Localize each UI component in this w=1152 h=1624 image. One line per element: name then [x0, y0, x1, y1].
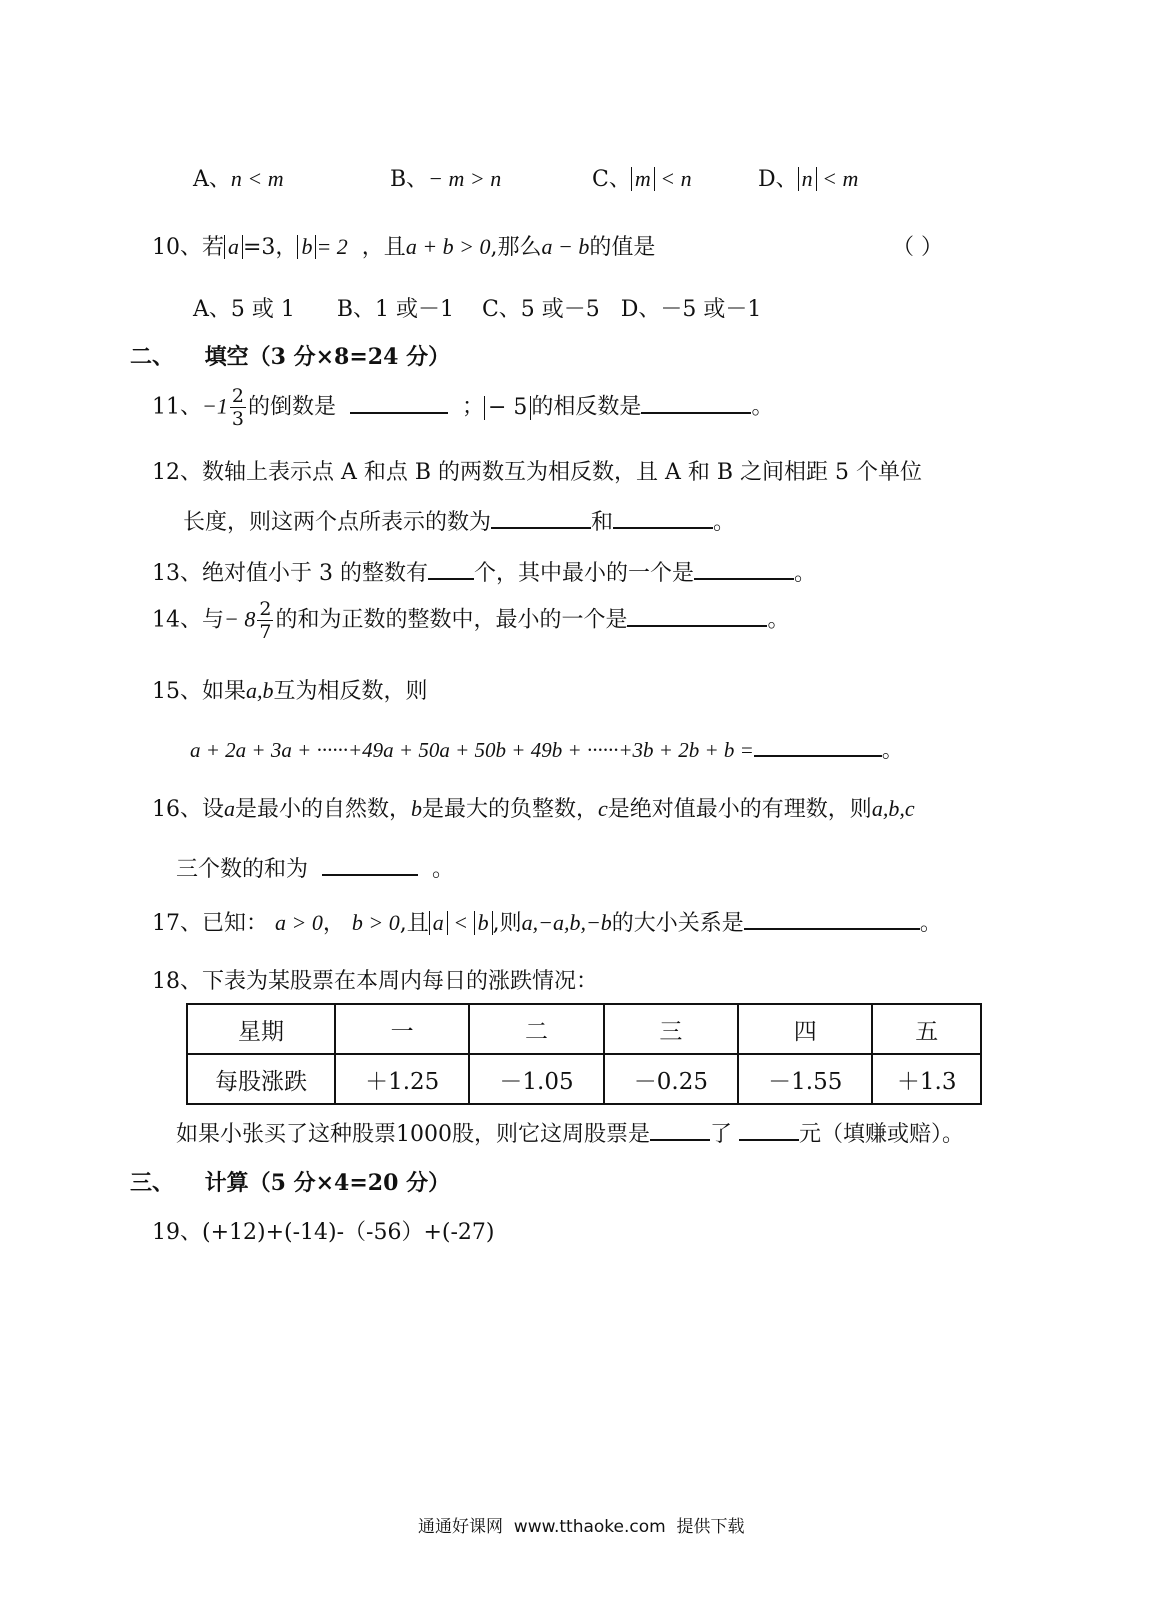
q17-lt: <: [447, 910, 474, 935]
q9-option-d-label: D、: [758, 167, 798, 192]
q10-options: A、5 或 1 B、1 或－1 C、5 或－5 D、－5 或－1: [193, 297, 762, 322]
q11-frac-num: 2: [231, 385, 244, 407]
q17-list: a,−a,b,−b: [521, 910, 612, 935]
page-footer: 通通好课网 www.tthaoke.com 提供下载: [418, 1517, 745, 1537]
q11-number: 11、: [152, 394, 202, 420]
q16-end: 。: [432, 857, 455, 882]
q16-var-c: c: [598, 796, 608, 821]
q9-option-c: [592, 162, 692, 193]
q10-mid: ，且: [361, 235, 406, 260]
q18-follow-b: 了: [710, 1122, 733, 1147]
q18-blank-1[interactable]: [650, 1119, 710, 1141]
table-header-cell: 四: [738, 1004, 872, 1054]
q17-abs-a: a: [429, 911, 448, 935]
q11-blank-2[interactable]: [641, 392, 751, 414]
q19-line: 19、(+12)+(-14)-（-56）+(-27): [152, 1220, 495, 1245]
q16-line2-text: 三个数的和为: [176, 857, 309, 882]
q16-line1: [152, 792, 915, 823]
q9-option-b: [390, 162, 501, 193]
q18-blank-2[interactable]: [739, 1119, 799, 1141]
q14-fraction: [257, 598, 273, 643]
q16-blank[interactable]: [322, 854, 418, 876]
q9-option-a-label: A、: [193, 167, 231, 192]
q11-fraction: [230, 385, 246, 430]
table-cell: －0.25: [604, 1054, 738, 1104]
q15-vars: a,b: [246, 678, 274, 703]
q14-sign: − 8: [224, 606, 256, 632]
table-header-cell: 一: [335, 1004, 469, 1054]
q10-end: 的值是: [589, 235, 656, 260]
q15-line1: [152, 674, 428, 705]
q9-option-c-label: C、: [592, 167, 631, 192]
q11-line: [152, 385, 773, 430]
q17-abs-b: b: [474, 911, 493, 935]
q17-text3: ,则: [492, 911, 522, 936]
section-3-heading: [130, 1166, 450, 1197]
q11-abs: − 5: [484, 396, 531, 420]
q12-end: 。: [713, 510, 736, 535]
section-3-number: 三、: [130, 1170, 175, 1196]
q17-cond2: b > 0: [351, 910, 400, 935]
q17-sep: ，: [322, 911, 345, 936]
q12-text-b: 和: [591, 510, 614, 535]
q13-line: [152, 556, 816, 587]
table-header-cell: 二: [469, 1004, 603, 1054]
q12-blank-2[interactable]: [613, 507, 713, 529]
q18-follow-a: 如果小张买了这种股票1000股，则它这周股票是: [176, 1122, 650, 1147]
q14-end: 。: [767, 607, 790, 633]
table-row: [187, 1054, 981, 1104]
q15-expression: a + 2a + 3a + ······+49a + 50a + 50b + 49b + ······+3b + 2b + b =: [190, 738, 754, 762]
table-cell: －1.55: [738, 1054, 872, 1104]
q10-abs-b: b: [297, 235, 316, 259]
q11-sign: −1: [202, 393, 228, 419]
q16-text2: 是最小的自然数，: [235, 797, 412, 822]
table-cell: ＋1.25: [335, 1054, 469, 1104]
q11-text2: 的相反数是: [531, 394, 642, 420]
q16-var-b: b: [411, 796, 423, 821]
table-cell: －1.05: [469, 1054, 603, 1104]
q9-option-d-rest: < m: [816, 166, 859, 191]
q10-abs-a: a: [224, 235, 243, 259]
q18-follow-c: 元（填赚或赔）。: [799, 1122, 965, 1147]
q17-text1: 17、已知：: [152, 911, 268, 936]
q12-blank-1[interactable]: [491, 507, 591, 529]
q14-frac-num: 2: [259, 598, 272, 620]
q10-line: [152, 230, 655, 261]
q9-options: [193, 162, 284, 193]
q12-line2: [183, 505, 735, 536]
table-row: [187, 1004, 981, 1054]
q17-line: [152, 906, 942, 937]
q10-tail: ,那么: [490, 235, 542, 260]
q16-vars-abc: a,b,c: [871, 796, 915, 821]
table-header-cell: 三: [604, 1004, 738, 1054]
q15-blank[interactable]: [754, 735, 882, 757]
q15-text2: 互为相反数，则: [273, 679, 428, 704]
q17-cond1: a > 0: [275, 910, 323, 935]
q13-blank-1[interactable]: [428, 558, 474, 580]
q12-line1: 12、数轴上表示点 A 和点 B 的两数互为相反数，且 A 和 B 之间相距 5 个单位: [152, 460, 923, 485]
q10-condition: a + b > 0: [405, 234, 491, 259]
table-cell: ＋1.3: [872, 1054, 981, 1104]
q18-intro: 18、下表为某股票在本周内每日的涨跌情况：: [152, 969, 598, 994]
stock-table: [186, 1003, 982, 1105]
q17-text2: ,且: [399, 911, 429, 936]
q13-blank-2[interactable]: [694, 558, 794, 580]
q11-text1: 的倒数是: [247, 394, 336, 420]
q9-option-b-label: B、: [390, 167, 429, 192]
q9-option-d: [758, 162, 858, 193]
q15-line2: [190, 734, 903, 764]
table-header-cell: 星期: [187, 1004, 335, 1054]
q10-answer-paren: （ ）: [892, 235, 943, 260]
q14-frac-den: 7: [259, 621, 272, 643]
q11-blank-1[interactable]: [350, 392, 448, 414]
q16-text1: 16、设: [152, 797, 224, 822]
q10-eq1: =3，: [243, 235, 298, 260]
q10-number: 10、若: [152, 235, 224, 260]
q17-text4: 的大小关系是: [611, 911, 744, 936]
q17-end: 。: [919, 911, 942, 936]
section-2-number: 二、: [130, 344, 175, 370]
q14-blank[interactable]: [627, 605, 767, 627]
table-header-cell: 五: [872, 1004, 981, 1054]
q13-text2: 个，其中最小的一个是: [473, 561, 694, 586]
q10-eq2: = 2: [316, 234, 348, 259]
q16-text3: 是最大的负整数，: [422, 797, 599, 822]
q15-end: 。: [881, 738, 903, 762]
q13-text1: 13、绝对值小于 3 的整数有: [152, 561, 428, 586]
table-row-label: 每股涨跌: [187, 1054, 335, 1104]
section-2-heading: [130, 340, 450, 371]
q12-text-a: 长度，则这两个点所表示的数为: [183, 510, 492, 535]
q15-text1: 15、如果: [152, 679, 246, 704]
q16-text4: 是绝对值最小的有理数，则: [607, 797, 872, 822]
q11-separator: ；: [461, 394, 484, 420]
q9-option-d-abs: n: [798, 167, 817, 191]
q10-expr: a − b: [541, 234, 590, 259]
q9-option-a-expr: n < m: [230, 166, 284, 191]
section-2-title: 填空（3 分×8=24 分）: [204, 344, 451, 370]
q11-end: 。: [751, 394, 774, 420]
q18-follow: [176, 1117, 964, 1148]
q9-option-b-expr: − m > n: [428, 166, 502, 191]
q13-end: 。: [794, 561, 817, 586]
q16-line2: [176, 852, 454, 883]
q16-var-a: a: [224, 796, 235, 821]
q14-text2: 的和为正数的整数中，最小的一个是: [275, 607, 628, 633]
section-3-title: 计算（5 分×4=20 分）: [204, 1170, 451, 1196]
q14-line: [152, 598, 789, 643]
q9-option-c-abs: m: [631, 167, 655, 191]
q9-option-c-rest: < n: [654, 166, 692, 191]
q17-blank[interactable]: [744, 908, 920, 930]
q14-text1: 14、与: [152, 607, 224, 633]
q11-frac-den: 3: [231, 408, 244, 430]
